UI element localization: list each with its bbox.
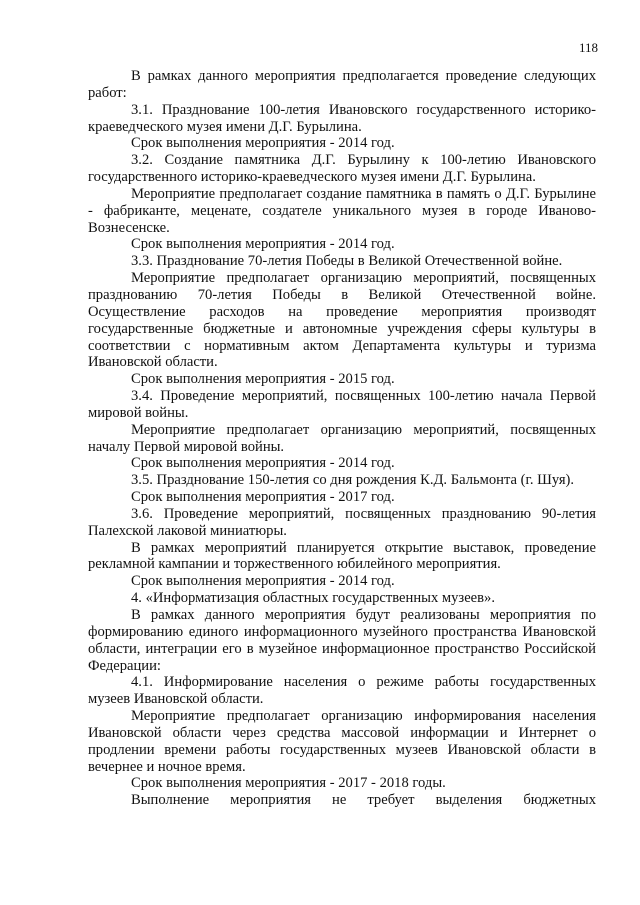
paragraph: 3.1. Празднование 100-летия Ивановского государственного историко-краеведческого музея имени Д.Г. Бурылина. bbox=[88, 101, 596, 135]
paragraph: Мероприятие предполагает организацию информирования населения Ивановской области через средства массовой информации и Интернет о продлении времени работы государственных музеев Ивановской области в вечернее и ночное время. bbox=[88, 708, 596, 775]
body-text bbox=[88, 68, 596, 809]
paragraph: В рамках данного мероприятия будут реализованы мероприятия по формированию единого информационного музейного пространства Ивановской области, интеграции его в музейное информационное пространство Российской Федерации: bbox=[88, 607, 596, 674]
paragraph: 4. «Информатизация областных государственных музеев». bbox=[131, 590, 495, 607]
paragraph: 3.2. Создание памятника Д.Г. Бурылину к 100-летию Ивановского государственного историко-краеведческого музея имени Д.Г. Бурылина. bbox=[88, 152, 596, 186]
paragraph: Срок выполнения мероприятия - 2014 год. bbox=[131, 455, 395, 472]
paragraph: Мероприятие предполагает организацию мероприятий, посвященных началу Первой мировой войны. bbox=[88, 421, 596, 455]
paragraph: Мероприятие предполагает создание памятника в память о Д.Г. Бурылине - фабриканте, меценате, создателе уникального музея в городе Иваново-Вознесенске. bbox=[88, 185, 596, 236]
paragraph: Срок выполнения мероприятия - 2014 год. bbox=[131, 573, 395, 590]
paragraph: Срок выполнения мероприятия - 2017 - 2018 годы. bbox=[131, 775, 446, 792]
paragraph: Срок выполнения мероприятия - 2014 год. bbox=[131, 135, 395, 152]
paragraph: Выполнение мероприятия не требует выделения бюджетных bbox=[131, 792, 596, 809]
paragraph: 3.3. Празднование 70-летия Победы в Великой Отечественной войне. bbox=[131, 253, 563, 270]
paragraph: Срок выполнения мероприятия - 2014 год. bbox=[131, 236, 395, 253]
paragraph: Срок выполнения мероприятия - 2015 год. bbox=[131, 371, 395, 388]
paragraph: 3.6. Проведение мероприятий, посвященных празднованию 90-летия Палехской лаковой миниатюры. bbox=[88, 505, 596, 539]
page-number: 118 bbox=[578, 40, 598, 55]
paragraph: Срок выполнения мероприятия - 2017 год. bbox=[131, 489, 395, 506]
paragraph: 3.5. Празднование 150-летия со дня рождения К.Д. Бальмонта (г. Шуя). bbox=[131, 472, 575, 489]
paragraph: В рамках данного мероприятия предполагается проведение следующих работ: bbox=[88, 68, 596, 101]
paragraph: В рамках мероприятий планируется открытие выставок, проведение рекламной кампании и торжественного юбилейного мероприятия. bbox=[88, 539, 596, 573]
paragraph: 3.4. Проведение мероприятий, посвященных 100-летию начала Первой мировой войны. bbox=[88, 388, 596, 421]
paragraph: Мероприятие предполагает организацию мероприятий, посвященных празднованию 70-летия Победы в Великой Отечественной войне. Осуществление расходов на проведение мероприятия производят государственные бюджетные и автономные учреждения сферы культуры в соответствии с нормативным актом Департамента культуры и туризма Ивановской области. bbox=[88, 270, 596, 371]
paragraph: 4.1. Информирование населения о режиме работы государственных музеев Ивановской области. bbox=[88, 674, 596, 708]
